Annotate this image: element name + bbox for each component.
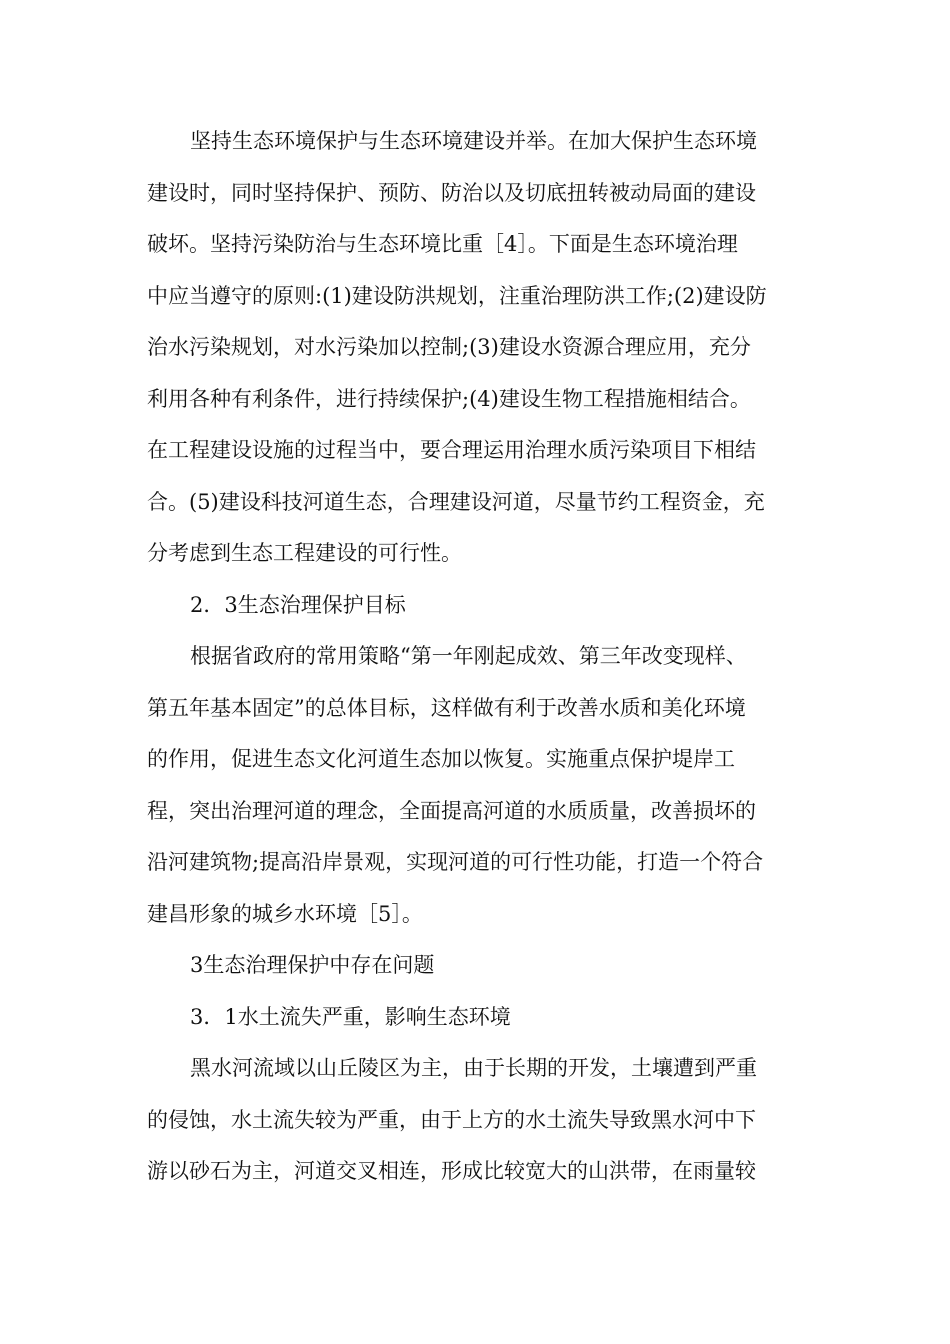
document-body [147, 116, 807, 1198]
paragraph-line: 坚持生态环境保护与生态环境建设并举。在加大保护生态环境 [190, 129, 757, 153]
paragraph-line: 利用各种有利条件，进行持续保护;(4)建设生物工程措施相结合。 [147, 386, 751, 411]
paragraph-line: 治水污染规划，对水污染加以控制;(3)建设水资源合理应用，充分 [147, 335, 751, 359]
paragraph-line: 破坏。坚持污染防治与生态环境比重［4］。下面是生态环境治理 [147, 232, 738, 256]
paragraph-line: 在工程建设设施的过程当中，要合理运用治理水质污染项目下相结 [147, 438, 756, 462]
paragraph-line: 的作用，促进生态文化河道生态加以恢复。实施重点保护堤岸工 [147, 747, 735, 771]
section-heading: 2．3生态治理保护目标 [190, 592, 406, 617]
paragraph-line: 中应当遵守的原则:(1)建设防洪规划，注重治理防洪工作;(2)建设防 [147, 283, 767, 308]
section-heading: 3生态治理保护中存在问题 [190, 953, 435, 977]
paragraph-line: 分考虑到生态工程建设的可行性。 [147, 541, 462, 565]
paragraph-line: 游以砂石为主，河道交叉相连，形成比较宽大的山洪带，在雨量较 [147, 1159, 756, 1183]
paragraph-line: 沿河建筑物;提高沿岸景观，实现河道的可行性功能，打造一个符合 [147, 850, 764, 874]
paragraph-line: 根据省政府的常用策略“第一年刚起成效、第三年改变现样、 [190, 644, 747, 668]
paragraph-line: 第五年基本固定”的总体目标，这样做有利于改善水质和美化环境 [147, 695, 746, 720]
paragraph-line: 黑水河流域以山丘陵区为主，由于长期的开发，土壤遭到严重 [190, 1056, 757, 1080]
paragraph-line: 程，突出治理河道的理念，全面提高河道的水质质量，改善损坏的 [147, 798, 756, 823]
subsection-heading: 3．1水土流失严重，影响生态环境 [190, 1004, 511, 1029]
paragraph-line: 的侵蚀，水土流失较为严重，由于上方的水土流失导致黑水河中下 [147, 1107, 756, 1132]
paragraph-line: 合。(5)建设科技河道生态，合理建设河道，尽量节约工程资金，充 [147, 489, 765, 514]
paragraph-line: 建昌形象的城乡水环境［5］。 [147, 901, 423, 926]
paragraph-line: 建设时，同时坚持保护、预防、防治以及切底扭转被动局面的建设 [147, 180, 756, 205]
